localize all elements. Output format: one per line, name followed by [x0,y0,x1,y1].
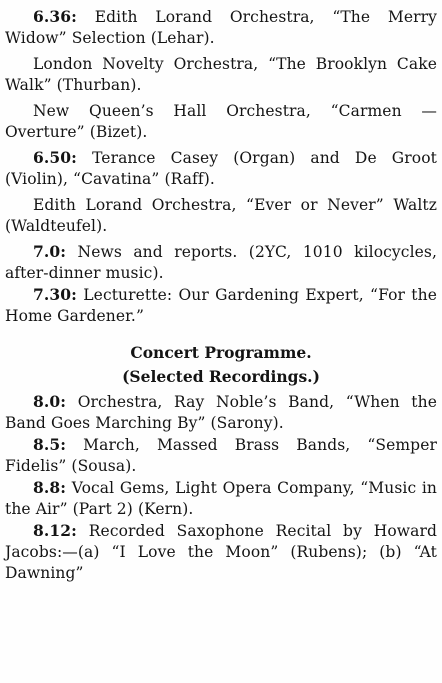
entry-text: Terance Casey (Organ) and De Groot (Violin), “Cavatina” (Raff). [5,149,437,188]
programme-entry [5,53,437,96]
programme-entry [5,6,437,49]
programme-entry [5,241,437,284]
entry-text: News and reports. (2YC, 1010 kilocycles, after-dinner music). [5,243,437,282]
entry-time: 8.0: [33,392,67,411]
section-heading [5,341,437,389]
entry-time: 8.8: [33,478,67,497]
entry-text: March, Massed Brass Bands, “Semper Fidelis” (Sousa). [5,436,437,475]
entry-text: Recorded Saxophone Recital by Howard Jacobs:—(a) “I Love the Moon” (Rubens); (b) “At Dawning” [5,522,437,582]
programme-entry [5,391,437,434]
programme-entry [5,477,437,520]
programme-entry [5,100,437,143]
entry-text: Orchestra, Ray Noble’s Band, “When the Band Goes Marching By” (Sarony). [5,393,437,432]
entry-time: 7.30: [33,285,77,304]
entry-time: 8.5: [33,435,67,454]
entry-time: 7.0: [33,242,67,261]
entry-text: London Novelty Orchestra, “The Brooklyn Cake Walk” (Thurban). [5,55,437,94]
programme-column [5,6,437,584]
programme-entry [5,434,437,477]
heading-subtitle: (Selected Recordings.) [122,367,320,386]
heading-title: Concert Programme. [130,343,312,362]
programme-entry [5,147,437,190]
entry-time: 6.36: [33,7,77,26]
entry-text: Edith Lorand Orchestra, “The Merry Widow” Selection (Lehar). [5,8,437,47]
entry-time: 6.50: [33,148,77,167]
entry-text: New Queen’s Hall Orchestra, “Carmen —Overture” (Bizet). [5,102,437,141]
programme-entry [5,194,437,237]
entry-text: Vocal Gems, Light Opera Company, “Music in the Air” (Part 2) (Kern). [5,479,437,518]
programme-entry [5,520,437,584]
programme-entry [5,284,437,327]
entry-text: Lecturette: Our Gardening Expert, “For the Home Gardener.” [5,286,437,325]
entry-text: Edith Lorand Orchestra, “Ever or Never” Waltz (Waldteufel). [5,196,437,235]
entry-time: 8.12: [33,521,77,540]
